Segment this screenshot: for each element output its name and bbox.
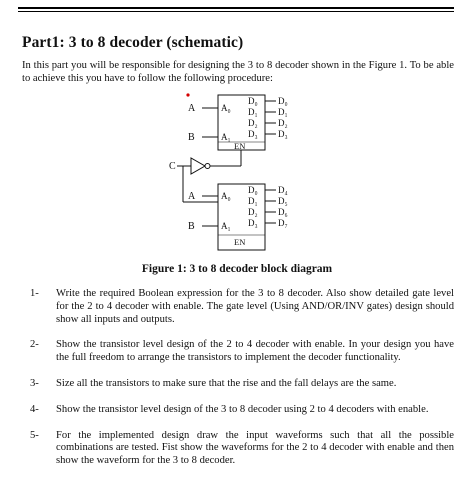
top-output-1: D₁ <box>278 107 288 117</box>
list-item <box>30 430 454 468</box>
top-pin-a0: A₀ <box>221 103 231 113</box>
input-c-label: C <box>169 161 176 172</box>
procedure-list <box>30 288 454 481</box>
step-text: Show the transistor level design of the 3 to 8 decoder using 2 to 4 decoders with enable. <box>56 403 429 415</box>
bottom-pin-a1: A₁ <box>221 221 231 231</box>
top-pin-a1: A₁ <box>221 132 231 142</box>
top-output-2: D₂ <box>278 118 288 128</box>
bottom-decoder <box>188 184 288 250</box>
step-text: Show the transistor level design of the 2 to 4 decoder with enable. In your design you have the full freedom to arrange the transistors to implement the decoder functionality. <box>56 339 454 364</box>
marker-dot <box>186 93 189 96</box>
step-number: 5- <box>30 429 39 441</box>
step-text: For the implemented design draw the input waveforms such that all the possible combinations are tested. Fist show the waveforms for the 2 to 4 decoder with enable and then show the waveform for the 3 to 8 decoder. <box>56 429 454 467</box>
step-text: Write the required Boolean expression for the 3 to 8 decoder. Also show detailed gate level for the 2 to 4 decoder with enable. The gate level (Using AND/OR/INV gates) design should show all inputs and outputs. <box>56 288 454 325</box>
bottom-output-4: D₄ <box>278 185 288 195</box>
bottom-output-6: D₆ <box>278 207 288 217</box>
bottom-pin-a0: A₀ <box>221 191 231 201</box>
bottom-pin-d2: D₂ <box>248 207 258 217</box>
top-pin-d0: D₀ <box>248 96 258 106</box>
bottom-pin-d3: D₃ <box>248 218 258 228</box>
list-item <box>30 288 454 326</box>
top-input-a-label: A <box>188 103 196 114</box>
decoder-block-diagram <box>155 92 315 262</box>
step-text: Size all the transistors to make sure that the rise and the fall delays are the same. <box>56 377 397 389</box>
top-pin-d2: D₂ <box>248 118 258 128</box>
bottom-enable-label: EN <box>234 237 246 247</box>
intro-paragraph: In this part you will be responsible for designing the 3 to 8 decoder shown in the Figure 1. To be able to achieve this you have to follow the following procedure: <box>22 60 454 84</box>
top-output-3: D₃ <box>278 129 288 139</box>
top-pin-d3: D₃ <box>248 129 258 139</box>
top-enable-label: EN <box>234 141 246 151</box>
page-title: Part1: 3 to 8 decoder (schematic) <box>22 34 244 51</box>
bottom-pin-d1: D₁ <box>248 196 258 206</box>
bottom-output-7: D₇ <box>278 218 288 228</box>
figure-caption: Figure 1: 3 to 8 decoder block diagram <box>141 263 333 275</box>
bottom-input-a-label: A <box>188 191 196 202</box>
top-output-0: D₀ <box>278 96 288 106</box>
step-number: 1- <box>30 288 39 299</box>
bottom-pin-d0: D₀ <box>248 185 258 195</box>
top-decoder <box>186 93 287 151</box>
header-rule-thin <box>18 11 454 12</box>
header-rule-thick <box>18 7 454 9</box>
bottom-input-b-label: B <box>188 221 195 232</box>
inverter-bubble <box>205 164 210 169</box>
step-number: 2- <box>30 339 39 351</box>
list-item <box>30 404 454 417</box>
top-pin-d1: D₁ <box>248 107 258 117</box>
bottom-output-5: D₅ <box>278 196 288 206</box>
step-number: 3- <box>30 377 39 389</box>
list-item <box>30 339 454 365</box>
top-input-b-label: B <box>188 132 195 143</box>
inverter-icon <box>191 158 205 174</box>
step-number: 4- <box>30 403 39 415</box>
list-item <box>30 378 454 391</box>
